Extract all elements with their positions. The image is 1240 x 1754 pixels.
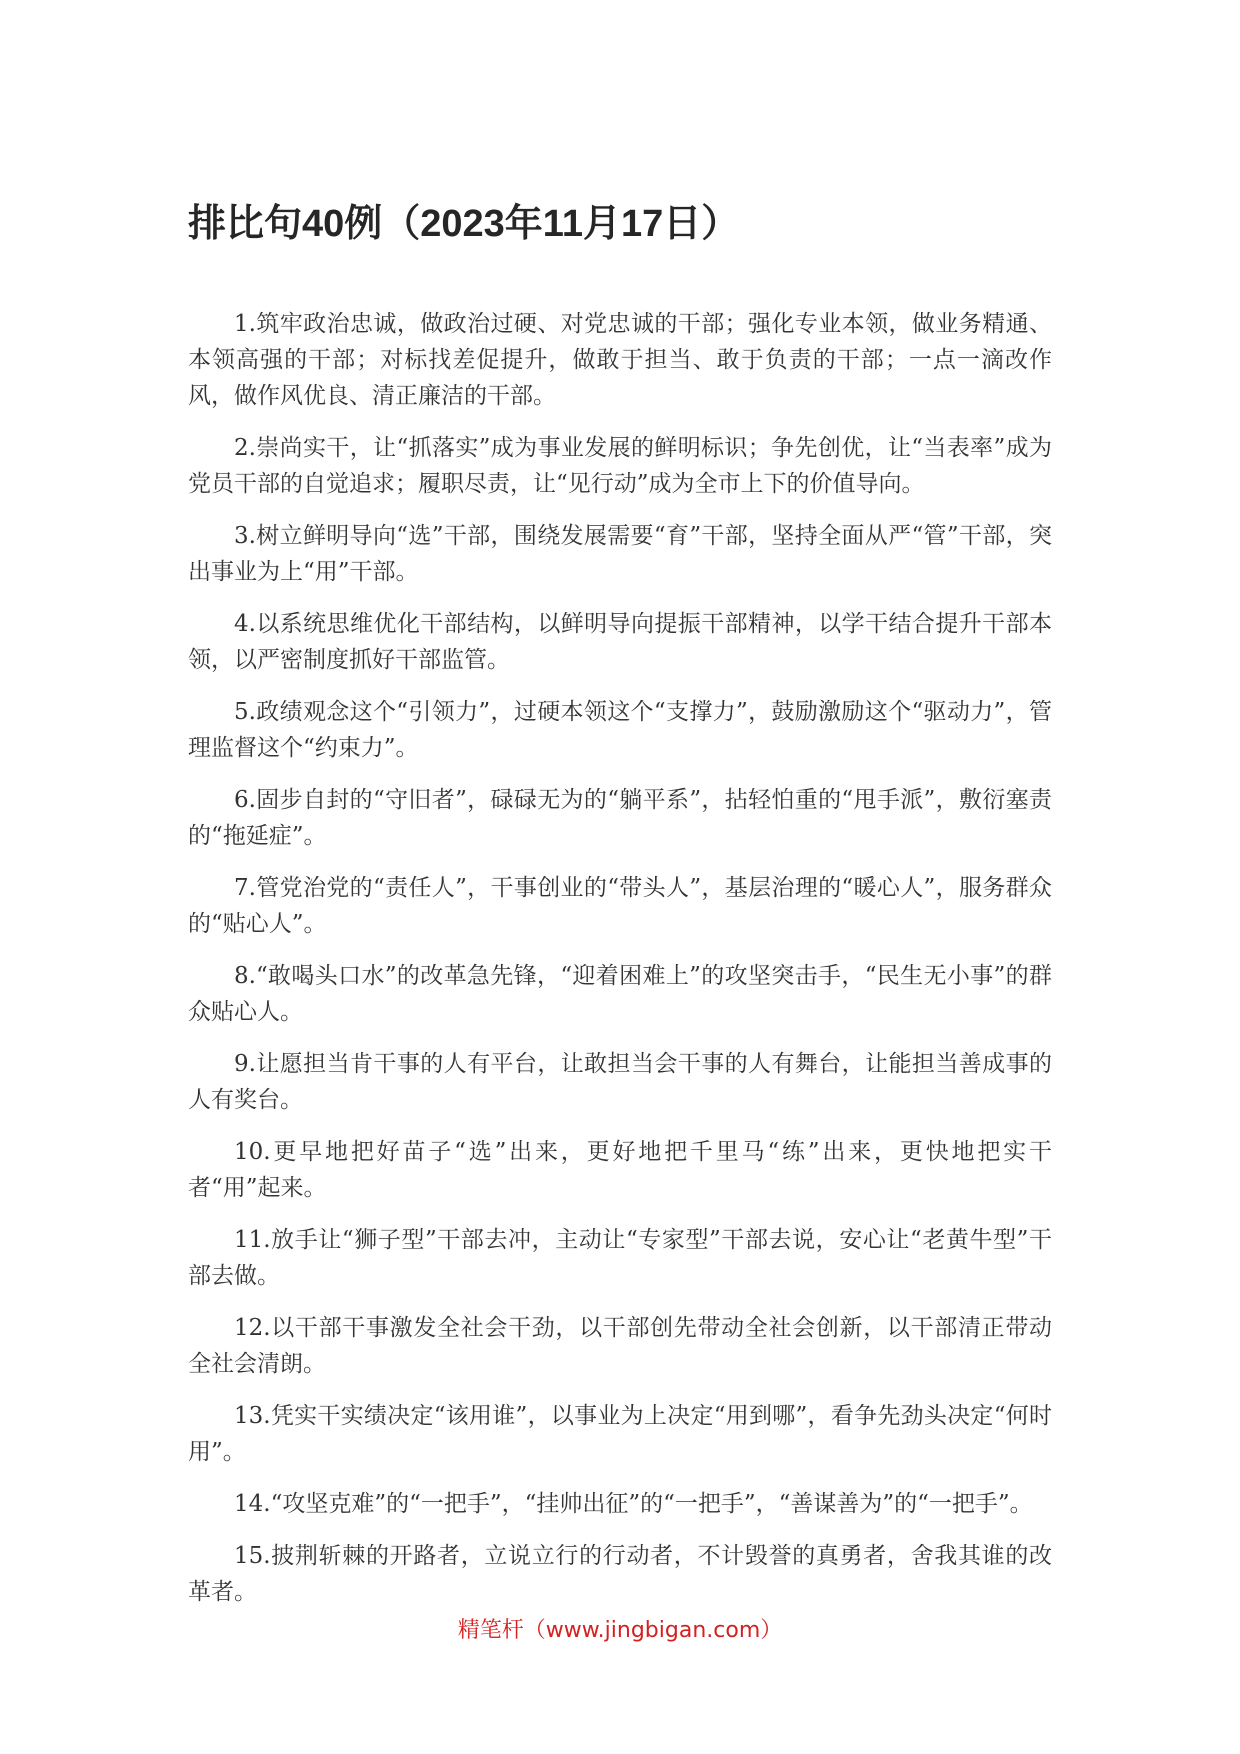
list-item: 4.以系统思维优化干部结构，以鲜明导向提振干部精神，以学干结合提升干部本领，以严密制度抓好干部监管。 (188, 611, 1052, 673)
document-body (188, 306, 1052, 1626)
list-item: 10.更早地把好苗子“选”出来，更好地把千里马“练”出来，更快地把实干者“用”起来。 (188, 1139, 1052, 1201)
list-item: 12.以干部干事激发全社会干劲，以干部创先带动全社会创新，以干部清正带动全社会清朗。 (188, 1315, 1052, 1377)
footer-watermark: 精笔杆（www.jingbigan.com） (457, 1618, 783, 1643)
list-item: 11.放手让“狮子型”干部去冲，主动让“专家型”干部去说，安心让“老黄牛型”干部去做。 (188, 1227, 1052, 1289)
list-item: 5.政绩观念这个“引领力”，过硬本领这个“支撑力”，鼓励激励这个“驱动力”，管理监督这个“约束力”。 (188, 699, 1052, 761)
list-item: 1.筑牢政治忠诚，做政治过硬、对党忠诚的干部；强化专业本领，做业务精通、本领高强的干部；对标找差促提升，做敢于担当、敢于负责的干部；一点一滴改作风，做作风优良、清正廉洁的干部。 (188, 311, 1052, 409)
list-item: 15.披荆斩棘的开路者，立说立行的行动者，不计毁誉的真勇者，舍我其谁的改革者。 (188, 1543, 1052, 1605)
list-item: 2.崇尚实干，让“抓落实”成为事业发展的鲜明标识；争先创优，让“当表率”成为党员干部的自觉追求；履职尽责，让“见行动”成为全市上下的价值导向。 (188, 435, 1052, 497)
list-item: 14.“攻坚克难”的“一把手”，“挂帅出征”的“一把手”，“善谋善为”的“一把手”。 (234, 1491, 1033, 1517)
list-item: 9.让愿担当肯干事的人有平台，让敢担当会干事的人有舞台，让能担当善成事的人有奖台。 (188, 1051, 1052, 1113)
list-item: 6.固步自封的“守旧者”，碌碌无为的“躺平系”，拈轻怕重的“甩手派”，敷衍塞责的“拖延症”。 (188, 787, 1052, 849)
list-item: 8.“敢喝头口水”的改革急先锋，“迎着困难上”的攻坚突击手，“民生无小事”的群众贴心人。 (188, 963, 1052, 1025)
list-item: 7.管党治党的“责任人”，干事创业的“带头人”，基层治理的“暖心人”，服务群众的“贴心人”。 (188, 875, 1052, 937)
list-item: 3.树立鲜明导向“选”干部，围绕发展需要“育”干部，坚持全面从严“管”干部，突出事业为上“用”干部。 (188, 523, 1052, 585)
list-item: 13.凭实干实绩决定“该用谁”，以事业为上决定“用到哪”，看争先劲头决定“何时用”。 (188, 1403, 1052, 1465)
page-title: 排比句40例（2023年11月17日） (188, 203, 740, 245)
